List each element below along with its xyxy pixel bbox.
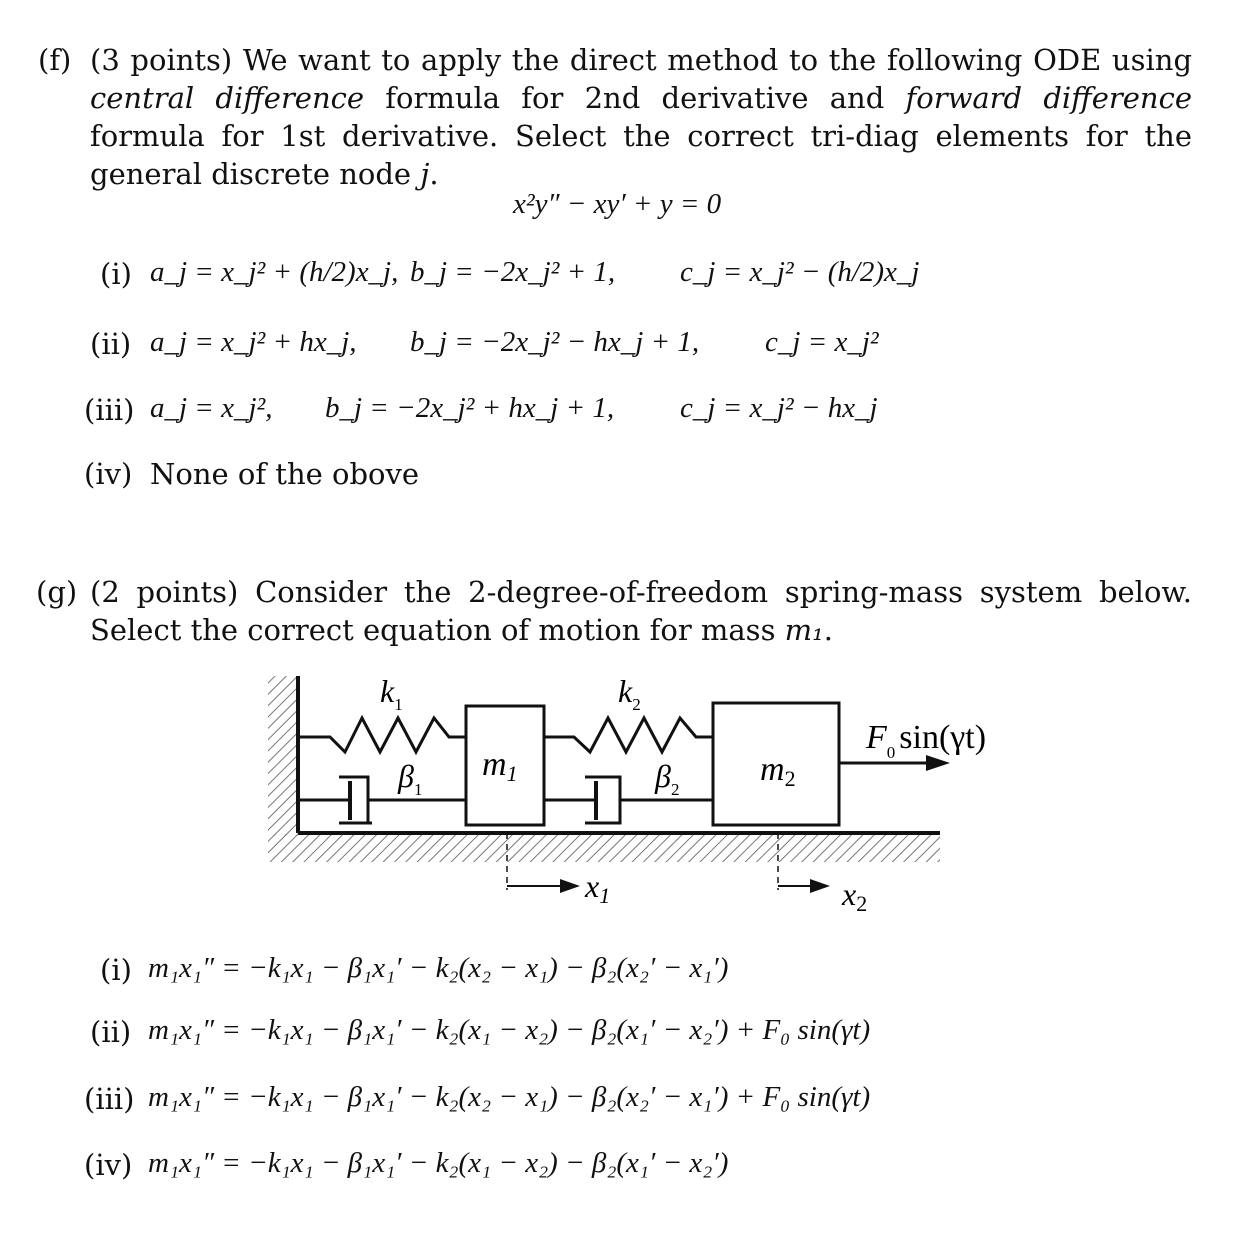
- x2-arrowhead: [810, 879, 830, 893]
- f-option-1-label: (i): [100, 257, 132, 291]
- damper-beta2: [544, 777, 713, 823]
- force-arrowhead: [926, 755, 950, 771]
- problem-f-emph-1: central difference: [90, 81, 365, 115]
- damper-beta1: [298, 777, 466, 823]
- f-option-3-a: a_j = x_j²,: [150, 392, 273, 424]
- ode-equation: x²y″ − xy′ + y = 0: [513, 188, 722, 220]
- f-option-4-label: (iv): [84, 457, 133, 491]
- label-m2: m2: [760, 751, 796, 791]
- f-option-2-label: (ii): [90, 327, 132, 361]
- problem-g-text: Consider the 2-degree-of-freedom spring-mass system below. Select the correct equation of motion for mass: [90, 575, 1192, 647]
- label-beta1: $\beta_1$: [398, 758, 423, 799]
- g-option-4-eq: m₁x₁″ = −k₁x₁ − β₁x₁′ − k₂(x₁ − x₂) − β₂(x₁′ − x₂′): [148, 1147, 729, 1179]
- label-m1: m1: [482, 746, 518, 786]
- g-option-4-label: (iv): [84, 1148, 133, 1182]
- spring-k1: [298, 718, 466, 752]
- label-x2: x2: [842, 876, 868, 916]
- f-option-3-label: (iii): [84, 393, 135, 427]
- problem-f-text-3: formula for 1st derivative. Select the correct tri-diag elements for the general discrete node: [90, 119, 1192, 191]
- label-k2: $k_2$: [618, 673, 641, 714]
- f-option-2-b: b_j = −2x_j² − hx_j + 1,: [410, 326, 700, 358]
- f-option-2-a: a_j = x_j² + hx_j,: [150, 326, 357, 358]
- problem-g-question: (2 points) Consider the 2-degree-of-freedom spring-mass system below. Select the correct equation of motion for mass m₁.: [90, 575, 1192, 647]
- problem-f-points: (3 points): [90, 43, 233, 77]
- label-x1: x1: [585, 868, 611, 908]
- g-option-2-eq: m₁x₁″ = −k₁x₁ − β₁x₁′ − k₂(x₁ − x₂) − β₂(x₁′ − x₂′) + F₀ sin(γt): [148, 1014, 871, 1046]
- f-option-3-b: b_j = −2x_j² + hx_j + 1,: [325, 392, 615, 424]
- x1-arrowhead: [560, 879, 580, 893]
- wall-hatch: [268, 676, 298, 836]
- problem-f-node-var: j: [420, 157, 430, 191]
- label-force: $F_0$ sin(γt): [866, 719, 987, 762]
- problem-f-text-1: We want to apply the direct method to the following ODE using: [242, 43, 1193, 77]
- f-option-3-c: c_j = x_j² − hx_j: [680, 392, 878, 424]
- ground-hatch: [268, 834, 940, 862]
- problem-g-label: (g): [36, 575, 78, 609]
- label-beta2: $\beta_2$: [655, 758, 680, 799]
- label-k1: $k_1$: [380, 673, 403, 714]
- g-option-3-eq: m₁x₁″ = −k₁x₁ − β₁x₁′ − k₂(x₂ − x₁) − β₂(x₂′ − x₁′) + F₀ sin(γt): [148, 1081, 871, 1113]
- f-option-2-c: c_j = x_j²: [765, 326, 879, 358]
- problem-f-label: (f): [38, 43, 72, 77]
- f-option-1-b: b_j = −2x_j² + 1,: [410, 256, 616, 288]
- problem-g-points: (2 points): [90, 575, 239, 609]
- problem-g-mass-var: m₁: [784, 613, 824, 647]
- f-option-4-text: None of the obove: [150, 457, 420, 491]
- problem-f-emph-2: forward difference: [905, 81, 1192, 115]
- f-option-1-a: a_j = x_j² + (h/2)x_j,: [150, 256, 399, 288]
- g-option-1-label: (i): [100, 953, 132, 987]
- spring-k2: [544, 718, 713, 752]
- g-option-3-label: (iii): [84, 1082, 135, 1116]
- problem-f-text-2: formula for 2nd derivative and: [385, 81, 885, 115]
- problem-f-question: (3 points) We want to apply the direct method to the following ODE using central difference formula for 2nd derivative and forward difference formula for 1st derivative. Select the correct tri-diag elements for the general discrete node j.: [90, 43, 1193, 191]
- g-option-2-label: (ii): [90, 1015, 132, 1049]
- g-option-1-eq: m₁x₁″ = −k₁x₁ − β₁x₁′ − k₂(x₂ − x₁) − β₂(x₂′ − x₁′): [148, 952, 729, 984]
- f-option-1-c: c_j = x_j² − (h/2)x_j: [680, 256, 920, 288]
